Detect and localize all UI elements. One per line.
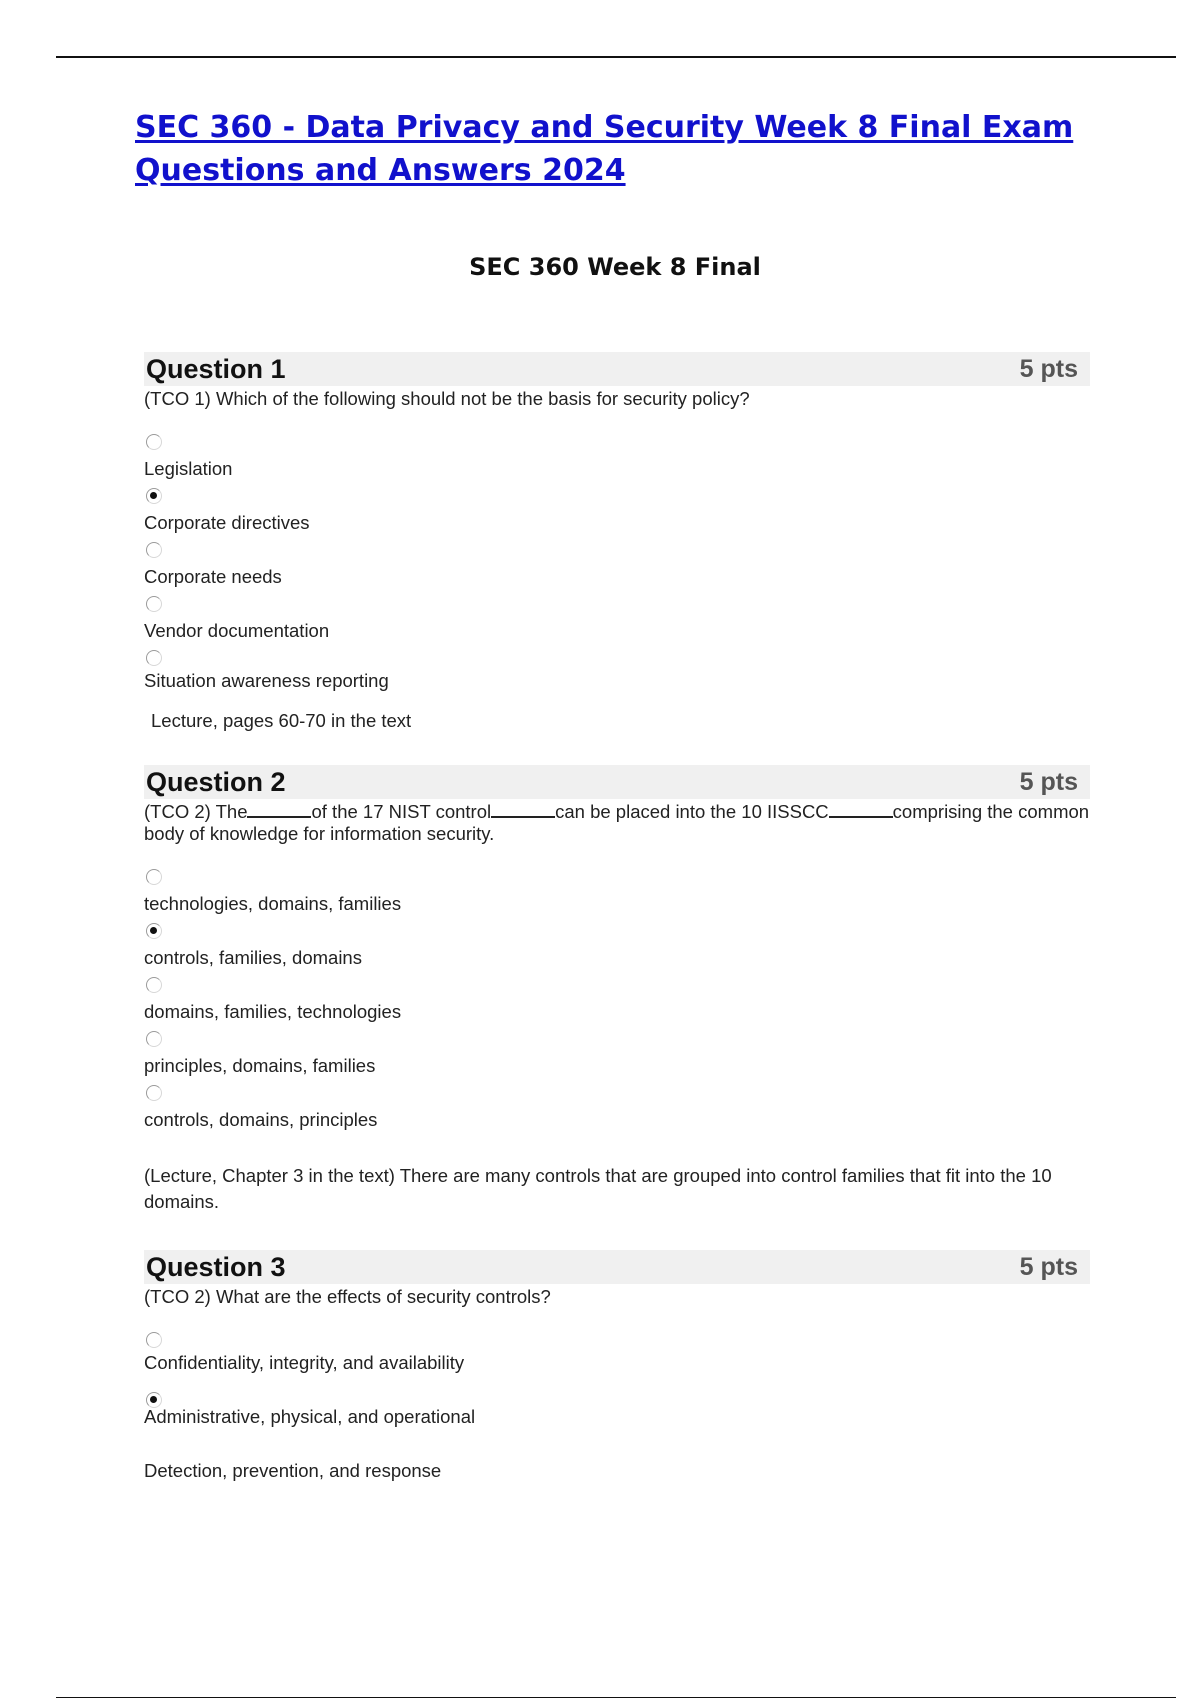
question-header [144,765,1090,799]
document-title-line-2: Questions and Answers 2024 [135,153,626,188]
answer-label: Detection, prevention, and response [144,1460,442,1481]
answer-label: Situation awareness reporting [144,670,389,691]
answer-options [144,869,1090,1139]
question-1 [144,352,1090,734]
radio-button-selected[interactable] [146,488,162,504]
answer-option [144,1085,1090,1139]
radio-button[interactable] [146,542,162,558]
radio-button-selected[interactable] [146,923,162,939]
question-title: Question 3 [146,1251,286,1282]
answer-option [144,1031,1090,1085]
question-title: Question 2 [146,766,286,797]
answer-note: (Lecture, Chapter 3 in the text) There are many controls that are grouped into control families that fit into the 10 domains. [144,1165,1052,1212]
fill-blank [491,802,555,818]
prompt-text: comprising the common body of knowledge for information security. [144,801,1090,844]
question-prompt: (TCO 1) Which of the following should not be the basis for security policy? [144,388,750,409]
bottom-rule [56,1697,1176,1698]
radio-button[interactable] [146,977,162,993]
radio-button[interactable] [146,1085,162,1101]
answer-label: technologies, domains, families [144,893,402,914]
document-title-link[interactable] [135,106,1095,192]
answer-option [144,1332,1090,1386]
prompt-text: (TCO 2) The [144,801,248,822]
radio-button[interactable] [146,1031,162,1047]
page-subtitle: SEC 360 Week 8 Final [469,253,761,281]
document-title-line-1: SEC 360 - Data Privacy and Security Week 8 Final Exam [135,110,1074,145]
answer-option [144,869,1090,923]
answer-options [144,434,1090,696]
answer-option [144,923,1090,977]
question-prompt: (TCO 2) What are the effects of security controls? [144,1286,551,1307]
answer-label: Corporate directives [144,512,310,533]
answer-options [144,1332,1090,1494]
radio-button[interactable] [146,869,162,885]
question-header [144,352,1090,386]
question-title: Question 1 [146,353,286,384]
answer-label: principles, domains, families [144,1055,376,1076]
question-prompt [144,801,1090,845]
radio-button[interactable] [146,1332,162,1348]
answer-label: controls, families, domains [144,947,362,968]
answer-option [144,1386,1090,1440]
answer-option [144,1440,1090,1494]
question-2 [144,765,1090,1215]
question-3 [144,1250,1090,1494]
answer-label: Corporate needs [144,566,282,587]
radio-button[interactable] [146,650,162,666]
answer-option [144,542,1090,596]
answer-label: Vendor documentation [144,620,330,641]
question-points: 5 pts [1019,354,1078,383]
radio-button[interactable] [146,434,162,450]
answer-label: Legislation [144,458,233,479]
answer-option [144,977,1090,1031]
prompt-text: can be placed into the 10 IISSCC [555,801,829,822]
answer-note: Lecture, pages 60-70 in the text [151,710,412,731]
question-points: 5 pts [1019,1252,1078,1281]
answer-option [144,596,1090,650]
answer-option [144,650,1090,696]
answer-option [144,488,1090,542]
answer-label: controls, domains, principles [144,1109,378,1130]
prompt-text: of the 17 NIST control [311,801,492,822]
question-points: 5 pts [1019,767,1078,796]
answer-label: Confidentiality, integrity, and availability [144,1352,465,1373]
top-rule [56,56,1176,58]
question-header [144,1250,1090,1284]
answer-option [144,434,1090,488]
answer-label: domains, families, technologies [144,1001,402,1022]
fill-blank [247,802,311,818]
fill-blank [829,802,893,818]
radio-button[interactable] [146,596,162,612]
answer-label: Administrative, physical, and operational [144,1406,476,1427]
